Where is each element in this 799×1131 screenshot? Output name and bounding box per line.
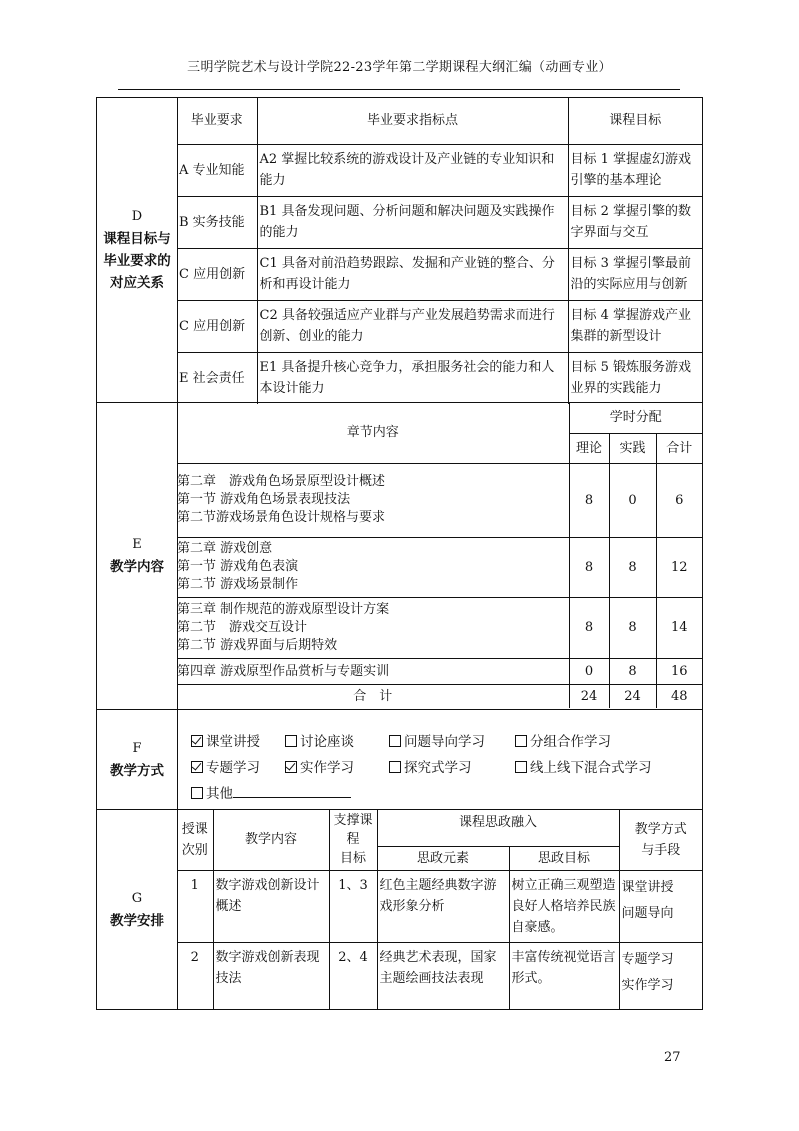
table-row xyxy=(177,463,702,537)
table-header-row xyxy=(177,810,702,846)
requirement-cell: E 社会责任 xyxy=(177,352,257,404)
table-row xyxy=(177,870,702,942)
session-cell: 1 xyxy=(177,870,213,942)
header-method-line: 与手段 xyxy=(641,842,681,858)
practice-cell: 8 xyxy=(609,537,656,597)
support-cell: 2、4 xyxy=(329,942,377,1010)
support-cell: 1、3 xyxy=(329,870,377,942)
section-f xyxy=(96,710,703,810)
total-cell: 12 xyxy=(656,537,702,597)
sum-label: 合 计 xyxy=(177,684,569,708)
checkbox-icon[interactable] xyxy=(389,761,401,773)
header-indicator: 毕业要求指标点 xyxy=(257,98,568,144)
indicator-cell: C1 具备对前沿趋势跟踪、发掘和产业链的整合、分析和再设计能力 xyxy=(257,248,568,300)
chapter-line: 第二章 游戏角色场景原型设计概述 xyxy=(177,474,386,489)
practice-cell: 8 xyxy=(609,597,656,658)
method-option[interactable] xyxy=(389,756,472,776)
method-label: 分组合作学习 xyxy=(530,734,611,750)
method-option[interactable] xyxy=(285,730,354,750)
practice-cell: 0 xyxy=(609,463,656,537)
checkbox-checked-icon[interactable] xyxy=(285,761,297,773)
total-cell: 16 xyxy=(656,658,702,684)
section-d-title-line: 课程目标与 xyxy=(103,231,171,247)
method-line: 课堂讲授 xyxy=(621,879,674,895)
chapter-line: 第二章 游戏创意 xyxy=(177,541,273,556)
header-theory: 理论 xyxy=(569,433,609,463)
header-rule xyxy=(118,89,680,90)
other-input-line[interactable] xyxy=(233,785,351,798)
header-hours: 学时分配 xyxy=(569,403,702,433)
session-cell: 2 xyxy=(177,942,213,1010)
checkbox-checked-icon[interactable] xyxy=(191,735,203,747)
element-cell: 红色主题经典数字游戏形象分析 xyxy=(377,870,509,942)
goal-cell: 目标 5 锻炼服务游戏业界的实践能力 xyxy=(568,352,702,404)
table-row xyxy=(177,352,702,404)
section-d-title-line: 毕业要求的 xyxy=(103,253,171,269)
requirement-cell: C 应用创新 xyxy=(177,300,257,352)
sum-row xyxy=(177,684,702,708)
chapter-line: 第一节 游戏角色表演 xyxy=(177,559,299,574)
header-course-goal: 课程目标 xyxy=(568,98,702,144)
chapter-line: 第二节 游戏界面与后期特效 xyxy=(177,637,338,653)
header-ideology: 课程思政融入 xyxy=(377,810,619,846)
header-support-line: 支撑课 xyxy=(333,813,373,829)
header-element: 思政元素 xyxy=(377,846,509,870)
section-f-title: 教学方式 xyxy=(110,762,164,779)
teaching-methods xyxy=(177,710,702,809)
teaching-content-table xyxy=(177,403,702,708)
table-row xyxy=(177,196,702,248)
method-option-other[interactable] xyxy=(191,782,351,802)
goal-cell: 目标 1 掌握虚幻游戏引擎的基本理论 xyxy=(568,144,702,196)
goal-cell: 目标 2 掌握引擎的数字界面与交互 xyxy=(568,196,702,248)
indicator-cell: A2 掌握比较系统的游戏设计及产业链的专业知识和能力 xyxy=(257,144,568,196)
theory-cell: 8 xyxy=(569,463,609,537)
chapter-line: 第二节游戏场景角色设计规格与要求 xyxy=(177,510,386,525)
chapter-cell xyxy=(177,597,569,658)
method-label: 讨论座谈 xyxy=(300,734,354,750)
section-g xyxy=(96,810,703,1010)
table-header-row xyxy=(177,403,702,433)
header-method xyxy=(619,810,702,870)
target-cell: 树立正确三观塑造良好人格培养民族自豪感。 xyxy=(509,870,619,942)
method-label: 课堂讲授 xyxy=(206,734,260,750)
method-label: 探究式学习 xyxy=(404,760,472,776)
header-support xyxy=(329,810,377,870)
element-cell: 经典艺术表现，国家主题绘画技法表现 xyxy=(377,942,509,1010)
table-row xyxy=(177,537,702,597)
checkbox-icon[interactable] xyxy=(389,735,401,747)
theory-cell: 0 xyxy=(569,658,609,684)
chapter-line: 第一节 游戏角色场景表现技法 xyxy=(177,492,351,507)
sum-theory: 24 xyxy=(569,684,609,708)
method-label: 其他 xyxy=(206,786,233,802)
method-label: 实作学习 xyxy=(300,760,354,776)
goals-requirements-table xyxy=(177,98,702,404)
header-session-line: 授课 xyxy=(181,821,208,837)
method-line: 实作学习 xyxy=(621,977,674,993)
header-chapter-content: 章节内容 xyxy=(177,403,569,463)
chapter-line: 第三章 制作规范的游戏原型设计方案 xyxy=(177,601,390,617)
method-option[interactable] xyxy=(515,756,652,776)
chapter-cell xyxy=(177,537,569,597)
section-d-label xyxy=(97,98,178,402)
checkbox-icon[interactable] xyxy=(191,787,203,799)
header-requirement: 毕业要求 xyxy=(177,98,257,144)
checkbox-checked-icon[interactable] xyxy=(191,761,203,773)
method-option[interactable] xyxy=(191,756,260,776)
section-f-letter: F xyxy=(132,740,142,756)
header-session xyxy=(177,810,213,870)
chapter-cell: 第四章 游戏原型作品赏析与专题实训 xyxy=(177,658,569,684)
teaching-schedule-table xyxy=(177,810,702,1010)
header-method-line: 教学方式 xyxy=(634,821,687,837)
method-label: 线上线下混合式学习 xyxy=(530,760,652,776)
header-content: 教学内容 xyxy=(213,810,329,870)
header-target: 思政目标 xyxy=(509,846,619,870)
section-d-letter: D xyxy=(131,209,143,224)
method-line: 问题导向 xyxy=(621,905,674,921)
indicator-cell: B1 具备发现问题、分析问题和解决问题及实践操作的能力 xyxy=(257,196,568,248)
section-g-title: 教学安排 xyxy=(110,912,164,929)
header-support-line: 程 xyxy=(346,832,360,848)
indicator-cell: E1 具备提升核心竞争力，承担服务社会的能力和人本设计能力 xyxy=(257,352,568,404)
header-session-line: 次别 xyxy=(181,842,208,858)
content-cell: 数字游戏创新表现技法 xyxy=(213,942,329,1010)
target-cell: 丰富传统视觉语言形式。 xyxy=(509,942,619,1010)
section-d xyxy=(96,97,703,403)
method-label: 问题导向学习 xyxy=(404,734,485,750)
section-e-title: 教学内容 xyxy=(110,559,164,575)
chapter-line: 第二节 游戏交互设计 xyxy=(177,619,308,635)
section-e-label xyxy=(97,403,178,709)
table-header-row xyxy=(177,98,702,144)
checkbox-icon[interactable] xyxy=(515,735,527,747)
section-g-letter: G xyxy=(131,890,143,906)
table-row xyxy=(177,144,702,196)
section-g-label xyxy=(97,810,178,1009)
method-cell xyxy=(619,942,702,1010)
chapter-cell xyxy=(177,463,569,537)
requirement-cell: C 应用创新 xyxy=(177,248,257,300)
requirement-cell: B 实务技能 xyxy=(177,196,257,248)
indicator-cell: C2 具备较强适应产业群与产业发展趋势需求而进行创新、创业的能力 xyxy=(257,300,568,352)
header-total: 合计 xyxy=(656,433,702,463)
content-cell: 数字游戏创新设计概述 xyxy=(213,870,329,942)
checkbox-icon[interactable] xyxy=(285,735,297,747)
table-row xyxy=(177,248,702,300)
method-option[interactable] xyxy=(191,730,260,750)
sum-total: 48 xyxy=(656,684,702,708)
method-cell xyxy=(619,870,702,942)
goal-cell: 目标 3 掌握引擎最前沿的实际应用与创新 xyxy=(568,248,702,300)
section-d-title-line: 对应关系 xyxy=(110,275,164,291)
section-e xyxy=(96,403,703,710)
header-practice: 实践 xyxy=(609,433,656,463)
method-option[interactable] xyxy=(515,730,611,750)
theory-cell: 8 xyxy=(569,537,609,597)
method-option[interactable] xyxy=(285,756,354,776)
chapter-line: 第二节 游戏场景制作 xyxy=(177,577,299,592)
checkbox-icon[interactable] xyxy=(515,761,527,773)
table-row xyxy=(177,597,702,658)
requirement-cell: A 专业知能 xyxy=(177,144,257,196)
theory-cell: 8 xyxy=(569,597,609,658)
page-header: 三明学院艺术与设计学院22-23学年第二学期课程大纲汇编（动画专业） xyxy=(187,60,612,75)
total-cell: 14 xyxy=(656,597,702,658)
header-support-line: 目标 xyxy=(339,851,366,867)
table-row xyxy=(177,300,702,352)
section-e-letter: E xyxy=(132,537,142,552)
practice-cell: 8 xyxy=(609,658,656,684)
goal-cell: 目标 4 掌握游戏产业集群的新型设计 xyxy=(568,300,702,352)
method-option[interactable] xyxy=(389,730,485,750)
method-label: 专题学习 xyxy=(206,760,260,776)
table-row xyxy=(177,942,702,1010)
total-cell: 6 xyxy=(656,463,702,537)
section-f-label xyxy=(97,710,178,809)
sum-practice: 24 xyxy=(609,684,656,708)
table-row xyxy=(177,658,702,684)
method-line: 专题学习 xyxy=(621,951,674,967)
page-number: 27 xyxy=(664,1050,681,1065)
